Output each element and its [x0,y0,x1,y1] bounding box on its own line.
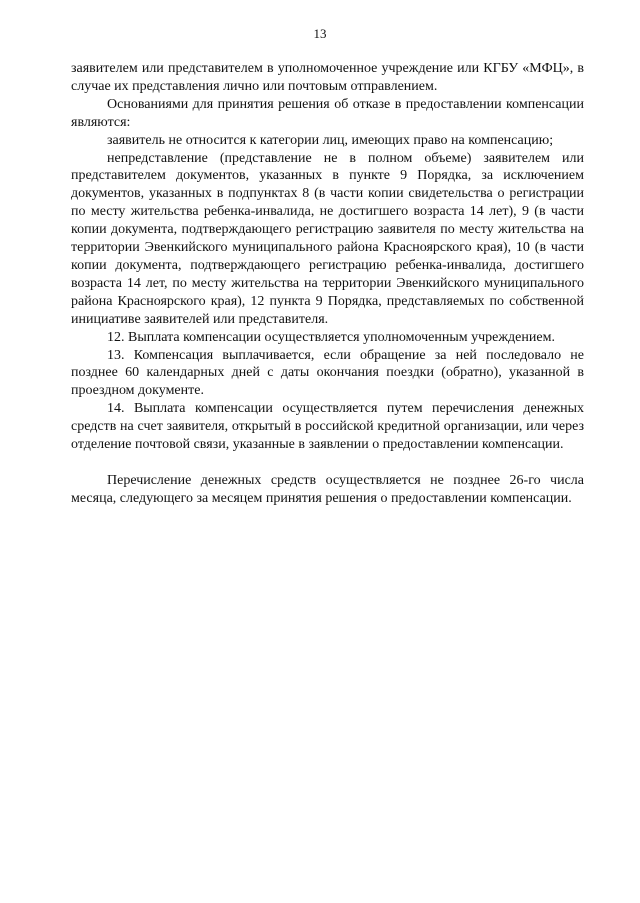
paragraph-refusal-ground-documents: непредставление (представление не в полном объеме) заявителем или представителем документов, указанных в пункте 9 Порядка, за исключением документов, указанных в подпунктах 8 (в части копии свидетельства о регистрации по месту жительства ребенка-инвалида, не достигшего возраста 14 лет), 9 (в части копии документа, подтверждающего регистрацию заявителя по месту жительства на территории Эвенкийского муниципального района Красноярского края), 10 (в части копии документа, подтверждающего регистрацию ребенка-инвалида, достигшего возраста 14 лет, по месту жительства на территории Эвенкийского муниципального района Красноярского края), 12 пункта 9 Порядка, представляемых по собственной инициативе заявителей или представителя. [71,150,584,327]
paragraph-transfer-deadline: Перечисление денежных средств осуществляется не позднее 26-го числа месяца, следующего за месяцем принятия решения о предоставлении компенсации. [71,472,584,506]
paragraph-refusal-grounds-intro: Основаниями для принятия решения об отказе в предоставлении компенсации являются: [71,96,584,130]
paragraph-13-deadline: 13. Компенсация выплачивается, если обращение за ней последовало не позднее 60 календарных дней с даты окончания поездки (обратно), указанной в проездном документе. [71,347,584,399]
page-number: 13 [313,26,327,41]
paragraph-14-transfer: 14. Выплата компенсации осуществляется путем перечисления денежных средств на счет заявителя, открытый в российской кредитной организации, или через отделение почтовой связи, указанные в заявлении о предоставлении компенсации. [71,401,584,453]
paragraph-refusal-ground-category: заявитель не относится к категории лиц, имеющих право на компенсацию; [107,132,554,148]
document-body [71,60,584,508]
paragraph-12-payment: 12. Выплата компенсации осуществляется уполномоченным учреждением. [107,329,555,345]
paragraph-continuation: заявителем или представителем в уполномоченное учреждение или КГБУ «МФЦ», в случае их представления лично или почтовым отправлением. [71,61,584,94]
